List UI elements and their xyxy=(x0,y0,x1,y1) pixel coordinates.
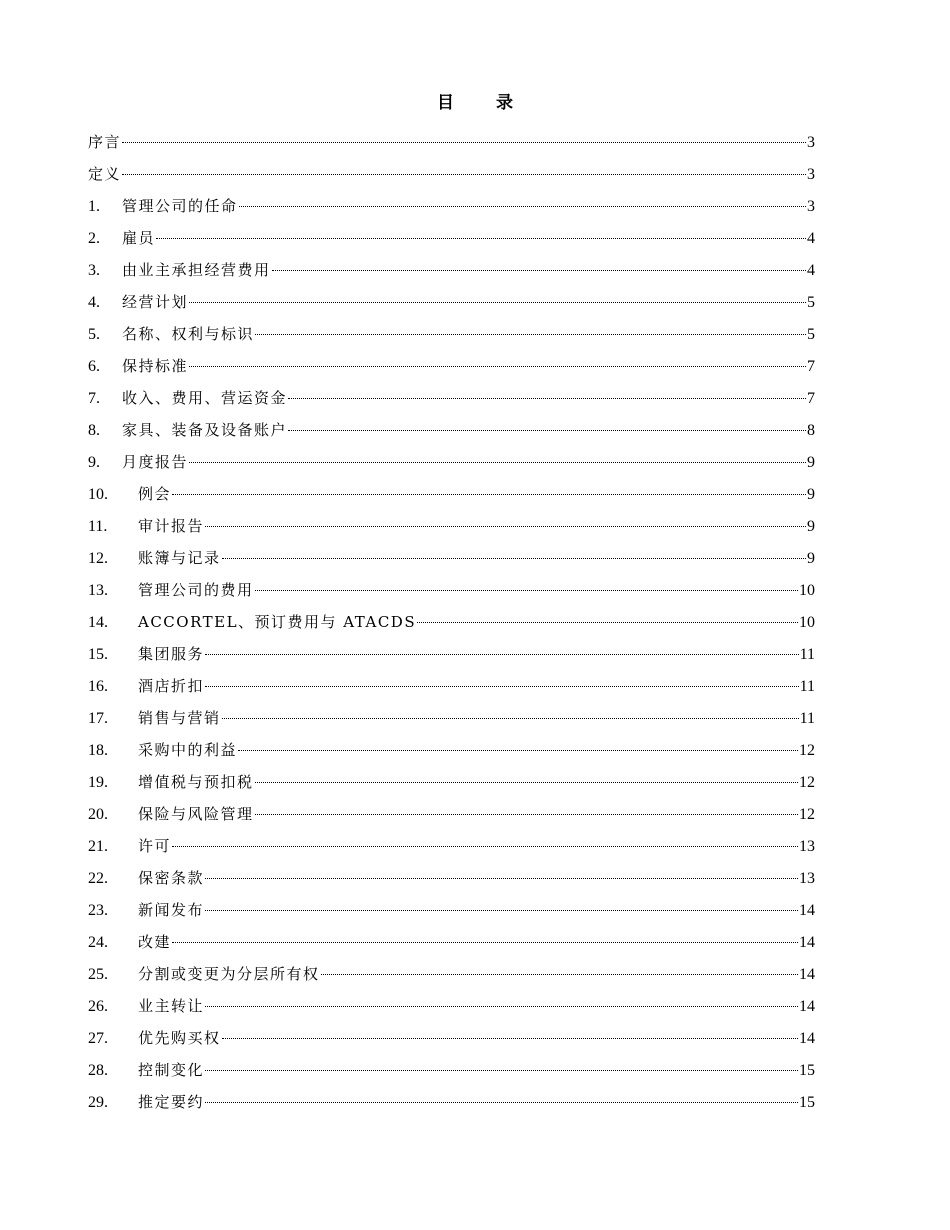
toc-dot-leader xyxy=(189,365,806,367)
toc-entry-page-number: 11 xyxy=(799,678,815,695)
toc-entry-page-number: 10 xyxy=(799,614,815,631)
toc-entry[interactable] xyxy=(88,606,815,638)
toc-entry[interactable] xyxy=(88,798,815,830)
toc-dot-leader xyxy=(205,1101,798,1103)
toc-entry[interactable] xyxy=(88,190,815,222)
toc-entry-title: 雇员 xyxy=(122,229,156,247)
toc-dot-leader xyxy=(255,589,798,591)
toc-dot-leader xyxy=(205,685,799,687)
toc-dot-leader xyxy=(189,301,806,303)
toc-entry-title: 业主转让 xyxy=(138,997,205,1015)
toc-dot-leader xyxy=(205,1069,798,1071)
toc-dot-leader xyxy=(156,237,806,239)
toc-dot-leader xyxy=(288,429,806,431)
toc-entry-number: 24. xyxy=(88,934,108,951)
toc-entry-number: 27. xyxy=(88,1030,108,1047)
toc-entry-title: 序言 xyxy=(88,133,122,151)
toc-entry-number: 18. xyxy=(88,742,108,759)
toc-entry-number: 5. xyxy=(88,326,100,343)
toc-entry-number: 22. xyxy=(88,870,108,887)
toc-dot-leader xyxy=(222,1037,798,1039)
toc-entry-title: 分割或变更为分层所有权 xyxy=(138,965,320,983)
toc-entry[interactable] xyxy=(88,478,815,510)
toc-entry-page-number: 9 xyxy=(807,550,815,567)
toc-entry-title: ACCORTEL、预订费用与 ATACDS xyxy=(138,613,417,631)
toc-entry-number: 12. xyxy=(88,550,108,567)
toc-entry-number: 6. xyxy=(88,358,100,375)
toc-entry-number: 3. xyxy=(88,262,100,279)
toc-entry[interactable] xyxy=(88,702,815,734)
toc-entry-title: 保密条款 xyxy=(138,869,205,887)
toc-entry[interactable] xyxy=(88,830,815,862)
toc-entry-title: 许可 xyxy=(138,837,172,855)
toc-dot-leader xyxy=(239,205,806,207)
toc-entry-title: 管理公司的费用 xyxy=(138,581,254,599)
toc-entry-title: 审计报告 xyxy=(138,517,205,535)
toc-entry-title: 采购中的利益 xyxy=(138,741,238,759)
toc-entry[interactable] xyxy=(88,318,815,350)
toc-dot-leader xyxy=(205,1005,798,1007)
toc-entry[interactable] xyxy=(88,414,815,446)
toc-entry-number: 21. xyxy=(88,838,108,855)
toc-entry-page-number: 7 xyxy=(807,390,815,407)
toc-dot-leader xyxy=(122,173,806,175)
toc-entry[interactable] xyxy=(88,126,815,158)
toc-entry[interactable] xyxy=(88,926,815,958)
toc-entry-title: 家具、装备及设备账户 xyxy=(122,421,288,439)
toc-entry-title: 控制变化 xyxy=(138,1061,205,1079)
toc-entry-number: 1. xyxy=(88,198,100,215)
toc-entry-number: 16. xyxy=(88,678,108,695)
toc-entry-page-number: 11 xyxy=(799,646,815,663)
toc-dot-leader xyxy=(205,653,799,655)
toc-entry-number: 25. xyxy=(88,966,108,983)
toc-title: 目 录 xyxy=(437,93,531,113)
toc-dot-leader xyxy=(189,461,806,463)
toc-entry-page-number: 5 xyxy=(807,294,815,311)
toc-entry[interactable] xyxy=(88,222,815,254)
toc-entry-page-number: 12 xyxy=(799,774,815,791)
toc-entry-page-number: 9 xyxy=(807,454,815,471)
toc-dot-leader xyxy=(172,493,806,495)
toc-entry-title: 保险与风险管理 xyxy=(138,805,254,823)
toc-dot-leader xyxy=(205,877,798,879)
toc-entry-page-number: 12 xyxy=(799,742,815,759)
toc-entry[interactable] xyxy=(88,446,815,478)
toc-entry-title: 推定要约 xyxy=(138,1093,205,1111)
toc-entry[interactable] xyxy=(88,510,815,542)
toc-entry-number: 20. xyxy=(88,806,108,823)
toc-entry-title: 经营计划 xyxy=(122,293,189,311)
toc-dot-leader xyxy=(288,397,806,399)
toc-entry-page-number: 12 xyxy=(799,806,815,823)
toc-entry-number: 29. xyxy=(88,1094,108,1111)
toc-entry-number: 4. xyxy=(88,294,100,311)
toc-entry-title: 优先购买权 xyxy=(138,1029,221,1047)
toc-entry[interactable] xyxy=(88,254,815,286)
toc-dot-leader xyxy=(205,525,806,527)
toc-entry-page-number: 14 xyxy=(799,902,815,919)
toc-dot-leader xyxy=(172,941,798,943)
toc-dot-leader xyxy=(272,269,806,271)
toc-entry-number: 26. xyxy=(88,998,108,1015)
toc-entry-page-number: 3 xyxy=(807,134,815,151)
toc-entry-page-number: 8 xyxy=(807,422,815,439)
toc-entry-title: 酒店折扣 xyxy=(138,677,205,695)
toc-entry[interactable] xyxy=(88,766,815,798)
toc-entry-page-number: 13 xyxy=(799,870,815,887)
toc-entry-number: 7. xyxy=(88,390,100,407)
toc-entry-title: 账簿与记录 xyxy=(138,549,221,567)
toc-entry-title: 集团服务 xyxy=(138,645,205,663)
toc-dot-leader xyxy=(222,717,799,719)
toc-entry-page-number: 4 xyxy=(807,262,815,279)
toc-entry-page-number: 9 xyxy=(807,486,815,503)
toc-entry-page-number: 11 xyxy=(799,710,815,727)
toc-entry-number: 9. xyxy=(88,454,100,471)
toc-entry-number: 10. xyxy=(88,486,108,503)
toc-entry-number: 28. xyxy=(88,1062,108,1079)
toc-list xyxy=(88,126,815,1118)
toc-entry-page-number: 3 xyxy=(807,198,815,215)
toc-entry-page-number: 14 xyxy=(799,966,815,983)
toc-entry-page-number: 14 xyxy=(799,1030,815,1047)
toc-entry-number: 17. xyxy=(88,710,108,727)
toc-entry[interactable] xyxy=(88,958,815,990)
toc-entry-number: 19. xyxy=(88,774,108,791)
toc-entry[interactable] xyxy=(88,574,815,606)
toc-dot-leader xyxy=(417,621,798,623)
toc-entry-page-number: 14 xyxy=(799,998,815,1015)
toc-entry[interactable] xyxy=(88,542,815,574)
toc-entry[interactable] xyxy=(88,990,815,1022)
toc-entry-number: 15. xyxy=(88,646,108,663)
toc-entry-page-number: 7 xyxy=(807,358,815,375)
toc-entry-title: 销售与营销 xyxy=(138,709,221,727)
toc-entry-title: 由业主承担经营费用 xyxy=(122,261,271,279)
toc-entry-title: 管理公司的任命 xyxy=(122,197,238,215)
toc-entry[interactable] xyxy=(88,1054,815,1086)
toc-entry-number: 8. xyxy=(88,422,100,439)
toc-dot-leader xyxy=(222,557,806,559)
toc-entry-number: 13. xyxy=(88,582,108,599)
toc-entry-page-number: 10 xyxy=(799,582,815,599)
toc-entry-title: 名称、权利与标识 xyxy=(122,325,255,343)
toc-entry-page-number: 4 xyxy=(807,230,815,247)
toc-entry[interactable] xyxy=(88,670,815,702)
toc-entry-page-number: 14 xyxy=(799,934,815,951)
toc-entry-number: 11. xyxy=(88,518,108,535)
toc-entry-page-number: 3 xyxy=(807,166,815,183)
toc-dot-leader xyxy=(321,973,798,975)
toc-entry[interactable] xyxy=(88,382,815,414)
toc-entry[interactable] xyxy=(88,350,815,382)
toc-dot-leader xyxy=(255,333,806,335)
toc-dot-leader xyxy=(238,749,798,751)
toc-dot-leader xyxy=(172,845,798,847)
toc-entry[interactable] xyxy=(88,734,815,766)
toc-entry-page-number: 15 xyxy=(799,1062,815,1079)
toc-dot-leader xyxy=(255,813,798,815)
toc-entry-number: 23. xyxy=(88,902,108,919)
toc-entry-title: 保持标准 xyxy=(122,357,189,375)
toc-entry-page-number: 15 xyxy=(799,1094,815,1111)
toc-entry[interactable] xyxy=(88,158,815,190)
toc-entry[interactable] xyxy=(88,862,815,894)
toc-dot-leader xyxy=(255,781,798,783)
toc-entry[interactable] xyxy=(88,286,815,318)
toc-entry-title: 改建 xyxy=(138,933,172,951)
toc-entry[interactable] xyxy=(88,1022,815,1054)
toc-dot-leader xyxy=(205,909,798,911)
toc-entry[interactable] xyxy=(88,894,815,926)
toc-entry-title: 增值税与预扣税 xyxy=(138,773,254,791)
toc-entry-title: 收入、费用、营运资金 xyxy=(122,389,288,407)
toc-entry[interactable] xyxy=(88,1086,815,1118)
toc-entry-page-number: 13 xyxy=(799,838,815,855)
toc-entry-title: 新闻发布 xyxy=(138,901,205,919)
toc-entry-title: 定义 xyxy=(88,165,122,183)
toc-entry-number: 14. xyxy=(88,614,108,631)
toc-entry-number: 2. xyxy=(88,230,100,247)
toc-entry-title: 例会 xyxy=(138,485,172,503)
toc-dot-leader xyxy=(122,141,806,143)
toc-entry[interactable] xyxy=(88,638,815,670)
toc-entry-page-number: 9 xyxy=(807,518,815,535)
toc-entry-title: 月度报告 xyxy=(122,453,189,471)
toc-entry-page-number: 5 xyxy=(807,326,815,343)
